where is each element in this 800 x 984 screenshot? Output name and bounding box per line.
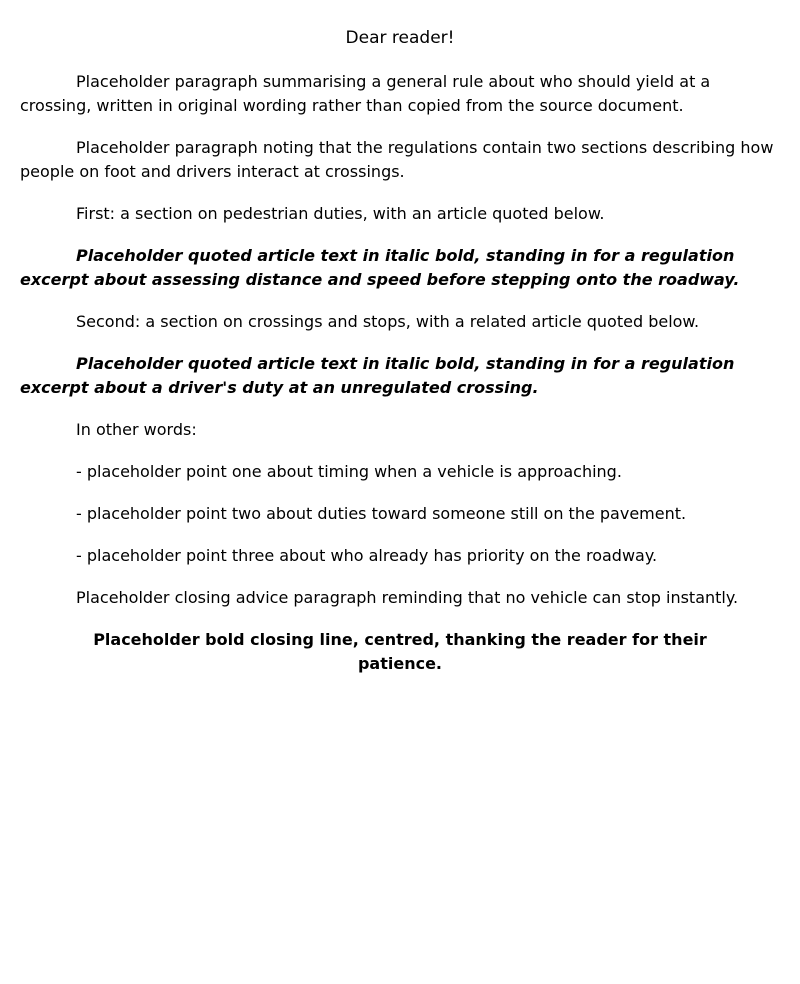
closing-line: Placeholder bold closing line, centred, thanking the reader for their patience. — [93, 630, 707, 673]
bullet-1: - placeholder point one about timing when a vehicle is approaching. — [76, 462, 622, 481]
paragraph-5: In other words: — [76, 420, 197, 439]
quoted-article-2: Placeholder quoted article text in italic bold, standing in for a regulation excerpt about a driver's duty at an unregulated crossing. — [20, 354, 735, 397]
paragraph-6: Placeholder closing advice paragraph reminding that no vehicle can stop instantly. — [76, 588, 739, 607]
bullet-2: - placeholder point two about duties toward someone still on the pavement. — [76, 504, 687, 523]
bullet-3: - placeholder point three about who already has priority on the roadway. — [76, 546, 658, 565]
document-title: Dear reader! — [345, 28, 455, 48]
paragraph-2: Placeholder paragraph noting that the regulations contain two sections describing how people on foot and drivers interact at crossings. — [20, 138, 774, 181]
paragraph-1: Placeholder paragraph summarising a general rule about who should yield at a crossing, written in original wording rather than copied from the source document. — [20, 72, 711, 115]
paragraph-3: First: a section on pedestrian duties, with an article quoted below. — [76, 204, 605, 223]
quoted-article-1: Placeholder quoted article text in italic bold, standing in for a regulation excerpt about assessing distance and speed before stepping onto the roadway. — [20, 246, 740, 289]
paragraph-4: Second: a section on crossings and stops, with a related article quoted below. — [76, 312, 700, 331]
